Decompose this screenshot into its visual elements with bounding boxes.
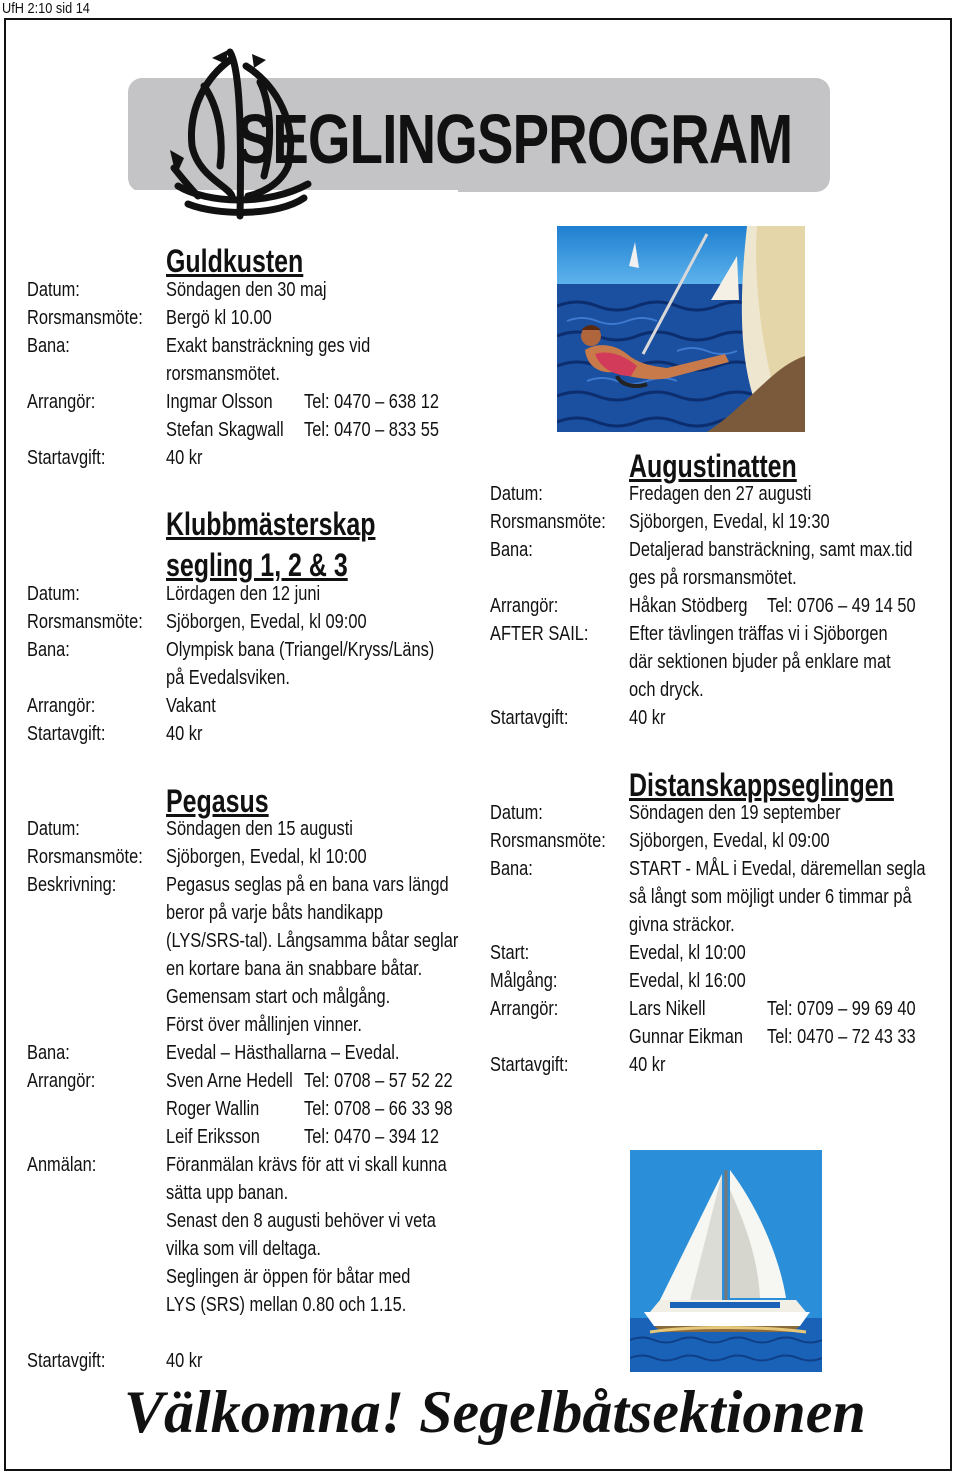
augustinatten-section [490,483,940,735]
program-row [490,483,940,511]
windsurfer-illustration [557,226,805,432]
row-label: Bana: [27,1042,70,1064]
row-value: Sjöborgen, Evedal, kl 10:00 [166,846,367,868]
program-row [490,707,940,735]
row-label: Rorsmansmöte: [27,307,143,329]
row-value: Evedal, kl 10:00 [629,942,746,964]
row-value: Vakant [166,695,216,717]
row-label: Bana: [490,858,533,880]
row-value: Fredagen den 27 augusti [629,483,812,505]
row-label: Arrangör: [27,1070,96,1092]
row-value: beror på varje båts handikapp [166,902,383,924]
row-value: Gunnar Eikman [629,1026,743,1048]
row-value: 40 kr [629,1054,666,1076]
distans-heading: Distanskappseglingen [629,767,894,803]
program-row [27,1126,467,1154]
row-value: Olympisk bana (Triangel/Kryss/Läns) [166,639,435,661]
row-value: Leif Eriksson [166,1126,260,1148]
row-phone: Tel: 0708 – 66 33 98 [304,1098,453,1120]
program-row [490,914,940,942]
page-title: SEGLINGSPROGRAM [236,100,792,178]
program-row [27,639,467,667]
row-value: vilka som vill deltaga. [166,1238,321,1260]
row-value: (LYS/SRS-tal). Långsamma båtar seglar [166,930,459,952]
row-value: och dryck. [629,679,704,701]
program-row [490,623,940,651]
program-row [27,1210,467,1238]
row-value: Håkan Stödberg [629,595,748,617]
program-row [27,1014,467,1042]
row-value: Seglingen är öppen för båtar med [166,1266,411,1288]
program-row [27,611,467,639]
program-row [490,998,940,1026]
row-label: Arrangör: [27,391,96,413]
row-value: 40 kr [166,1350,203,1372]
program-row [27,1154,467,1182]
row-value: Evedal, kl 16:00 [629,970,746,992]
row-value: Lördagen den 12 juni [166,583,321,605]
program-row [27,986,467,1014]
row-label: Datum: [27,583,80,605]
row-value: Sjöborgen, Evedal, kl 09:00 [166,611,367,633]
guldkusten-section [27,279,467,475]
program-row [27,447,467,475]
row-label: Rorsmansmöte: [490,830,606,852]
row-phone: Tel: 0708 – 57 52 22 [304,1070,453,1092]
row-label: Startavgift: [27,447,106,469]
program-row [490,886,940,914]
program-row [490,679,940,707]
program-row [27,307,467,335]
row-phone: Tel: 0470 – 638 12 [304,391,439,413]
sailboat-logo-icon [168,46,318,224]
row-value: Föranmälan krävs för att vi skall kunna [166,1154,447,1176]
row-value: Evedal – Hästhallarna – Evedal. [166,1042,400,1064]
program-row [27,1322,467,1350]
program-row [27,1350,467,1378]
program-row [490,651,940,679]
pegasus-heading: Pegasus [166,783,269,819]
row-phone: Tel: 0709 – 99 69 40 [767,998,916,1020]
row-value: Senast den 8 augusti behöver vi veta [166,1210,436,1232]
program-row [490,511,940,539]
row-label: Datum: [490,802,543,824]
program-row [27,419,467,447]
row-label: Rorsmansmöte: [490,511,606,533]
row-label: Arrangör: [490,998,559,1020]
program-row [27,391,467,419]
row-label: Startavgift: [490,707,569,729]
program-row [490,539,940,567]
program-row [27,1098,467,1126]
row-label: Datum: [27,279,80,301]
row-value: Sjöborgen, Evedal, kl 09:00 [629,830,830,852]
program-row [490,595,940,623]
program-row [27,667,467,695]
row-value: 40 kr [166,723,203,745]
klubbmasterskap-heading-line2: segling 1, 2 & 3 [166,547,348,583]
row-value: på Evedalsviken. [166,667,290,689]
row-value: START - MÅL i Evedal, däremellan segla [629,858,926,880]
program-row [27,902,467,930]
program-row [27,1042,467,1070]
program-row [27,695,467,723]
program-row [490,830,940,858]
row-phone: Tel: 0470 – 394 12 [304,1126,439,1148]
program-row [490,1054,940,1082]
row-value: så långt som möjligt under 6 timmar på [629,886,912,908]
program-row [27,1070,467,1098]
augustinatten-heading: Augustinatten [629,448,797,484]
program-row [27,1294,467,1322]
row-label: Bana: [27,335,70,357]
row-label: Målgång: [490,970,558,992]
row-label: Startavgift: [27,1350,106,1372]
row-label: Beskrivning: [27,874,117,896]
program-row [27,723,467,751]
row-phone: Tel: 0470 – 833 55 [304,419,439,441]
pegasus-section [27,818,467,1378]
row-value: Detaljerad bansträckning, samt max.tid [629,539,913,561]
row-label: Bana: [490,539,533,561]
row-value: Pegasus seglas på en bana vars längd [166,874,449,896]
program-row [27,874,467,902]
program-row [27,930,467,958]
row-value: Stefan Skagwall [166,419,284,441]
row-value: där sektionen bjuder på enklare mat [629,651,891,673]
row-phone: Tel: 0470 – 72 43 33 [767,1026,916,1048]
row-label: Anmälan: [27,1154,97,1176]
program-row [27,818,467,846]
row-label: Arrangör: [490,595,559,617]
row-value: Lars Nikell [629,998,706,1020]
row-label: Start: [490,942,530,964]
row-label: Startavgift: [490,1054,569,1076]
row-label: AFTER SAIL: [490,623,589,645]
row-value: Söndagen den 15 augusti [166,818,353,840]
row-value: 40 kr [166,447,203,469]
row-value: Sjöborgen, Evedal, kl 19:30 [629,511,830,533]
catamaran-illustration [630,1150,822,1372]
program-row [490,567,940,595]
row-value: Gemensam start och målgång. [166,986,391,1008]
program-row [27,1238,467,1266]
row-phone: Tel: 0706 – 49 14 50 [767,595,916,617]
row-label: Bana: [27,639,70,661]
program-row [27,279,467,307]
row-value: Först över mållinjen vinner. [166,1014,362,1036]
row-value: Exakt bansträckning ges vid [166,335,371,357]
distans-section [490,802,940,1082]
program-row [490,802,940,830]
row-value: sätta upp banan. [166,1182,289,1204]
program-row [27,958,467,986]
program-row [27,583,467,611]
program-row [27,335,467,363]
row-value: givna sträckor. [629,914,735,936]
program-row [490,970,940,998]
row-value: rorsmansmötet. [166,363,280,385]
row-value: Sven Arne Hedell [166,1070,293,1092]
program-row [490,942,940,970]
row-label: Startavgift: [27,723,106,745]
program-row [490,858,940,886]
row-label: Rorsmansmöte: [27,611,143,633]
row-value: Ingmar Olsson [166,391,273,413]
program-row [27,363,467,391]
row-value: ges på rorsmansmötet. [629,567,797,589]
row-label: Arrangör: [27,695,96,717]
program-row [27,846,467,874]
row-label: Rorsmansmöte: [27,846,143,868]
row-value: en kortare bana än snabbare båtar. [166,958,423,980]
row-value: Efter tävlingen träffas vi i Sjöborgen [629,623,888,645]
row-value: 40 kr [629,707,666,729]
row-value: Söndagen den 30 maj [166,279,327,301]
row-label: Datum: [490,483,543,505]
page-header-tag: UfH 2:10 sid 14 [2,0,90,17]
klubbmasterskap-heading-line1: Klubbmästerskap [166,506,376,542]
row-value: Söndagen den 19 september [629,802,841,824]
row-value: Roger Wallin [166,1098,260,1120]
row-value: Bergö kl 10.00 [166,307,272,329]
program-row [27,1266,467,1294]
closing-greeting: Välkomna! Segelbåtsektionen [124,1379,866,1445]
klubbmasterskap-section [27,583,467,751]
row-value: LYS (SRS) mellan 0.80 och 1.15. [166,1294,407,1316]
program-row [27,1182,467,1210]
row-label: Datum: [27,818,80,840]
guldkusten-heading: Guldkusten [166,243,304,279]
program-row [490,1026,940,1054]
